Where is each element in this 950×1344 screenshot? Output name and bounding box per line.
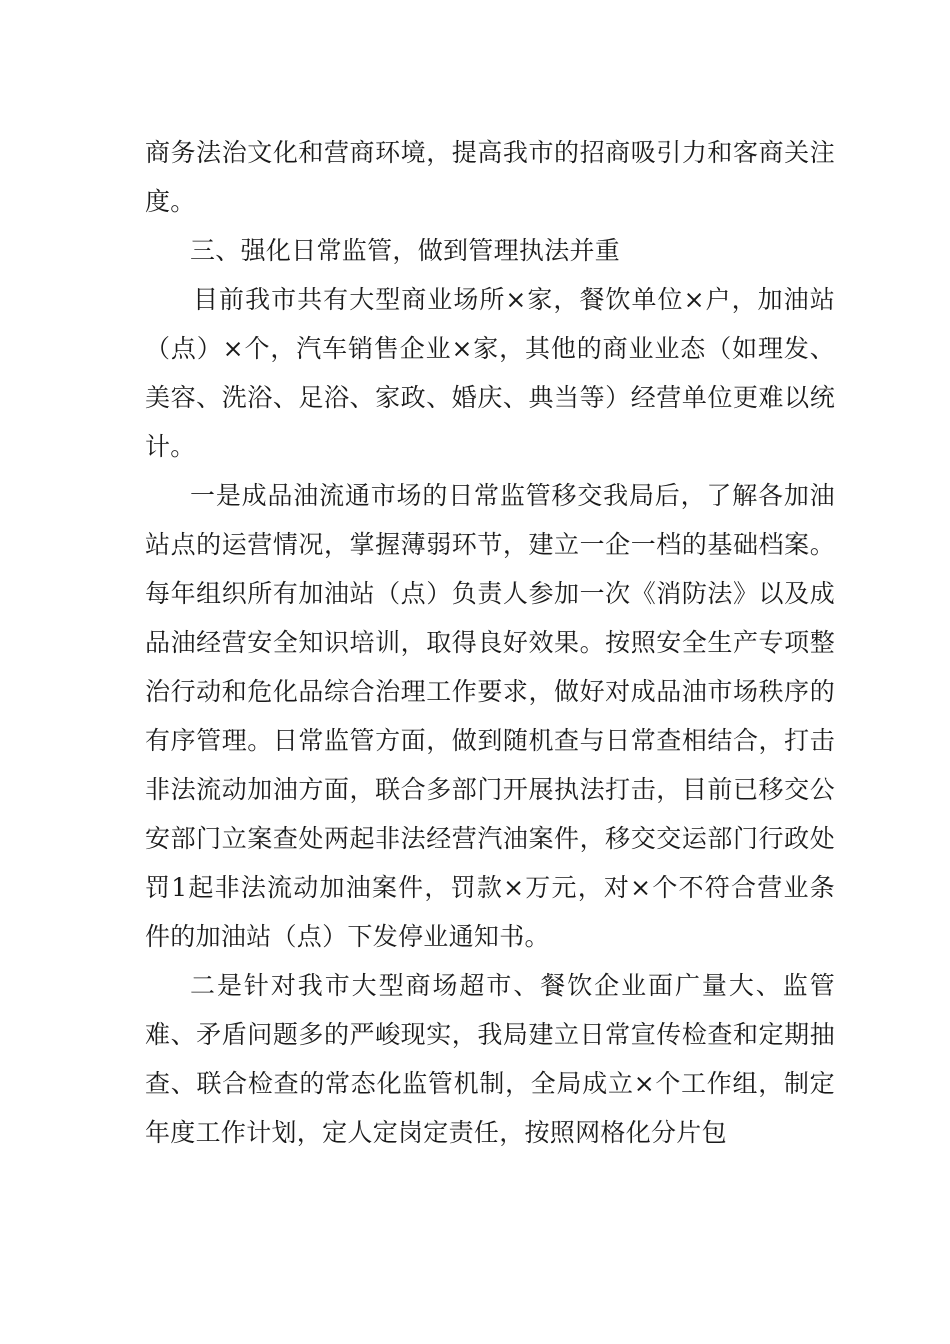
paragraph-continuation: 商务法治文化和营商环境，提高我市的招商吸引力和客商关注度。 [145, 138, 835, 216]
paragraph-overview: 目前我市共有大型商业场所×家，餐饮单位×户，加油站（点）×个，汽车销售企业×家，其他的商业业态（如理发、美容、洗浴、足浴、家政、婚庆、典当等）经营单位更难以统计。 [145, 285, 835, 461]
paragraph-point-two: 二是针对我市大型商场超市、餐饮企业面广量大、监管难、矛盾问题多的严峻现实，我局建立日常宣传检查和定期抽查、联合检查的常态化监管机制，全局成立×个工作组，制定年度工作计划，定人定岗定责任，按照网格化分片包 [145, 971, 835, 1147]
body-text [145, 128, 835, 1157]
section-heading: 三、强化日常监管，做到管理执法并重 [190, 236, 621, 265]
paragraph-point-one: 一是成品油流通市场的日常监管移交我局后，了解各加油站点的运营情况，掌握薄弱环节，建立一企一档的基础档案。每年组织所有加油站（点）负责人参加一次《消防法》以及成品油经营安全知识培训，取得良好效果。按照安全生产专项整治行动和危化品综合治理工作要求，做好对成品油市场秩序的有序管理。日常监管方面，做到随机查与日常查相结合，打击非法流动加油方面，联合多部门开展执法打击，目前已移交公安部门立案查处两起非法经营汽油案件，移交交运部门行政处罚1起非法流动加油案件，罚款×万元，对×个不符合营业条件的加油站（点）下发停业通知书。 [145, 481, 835, 951]
